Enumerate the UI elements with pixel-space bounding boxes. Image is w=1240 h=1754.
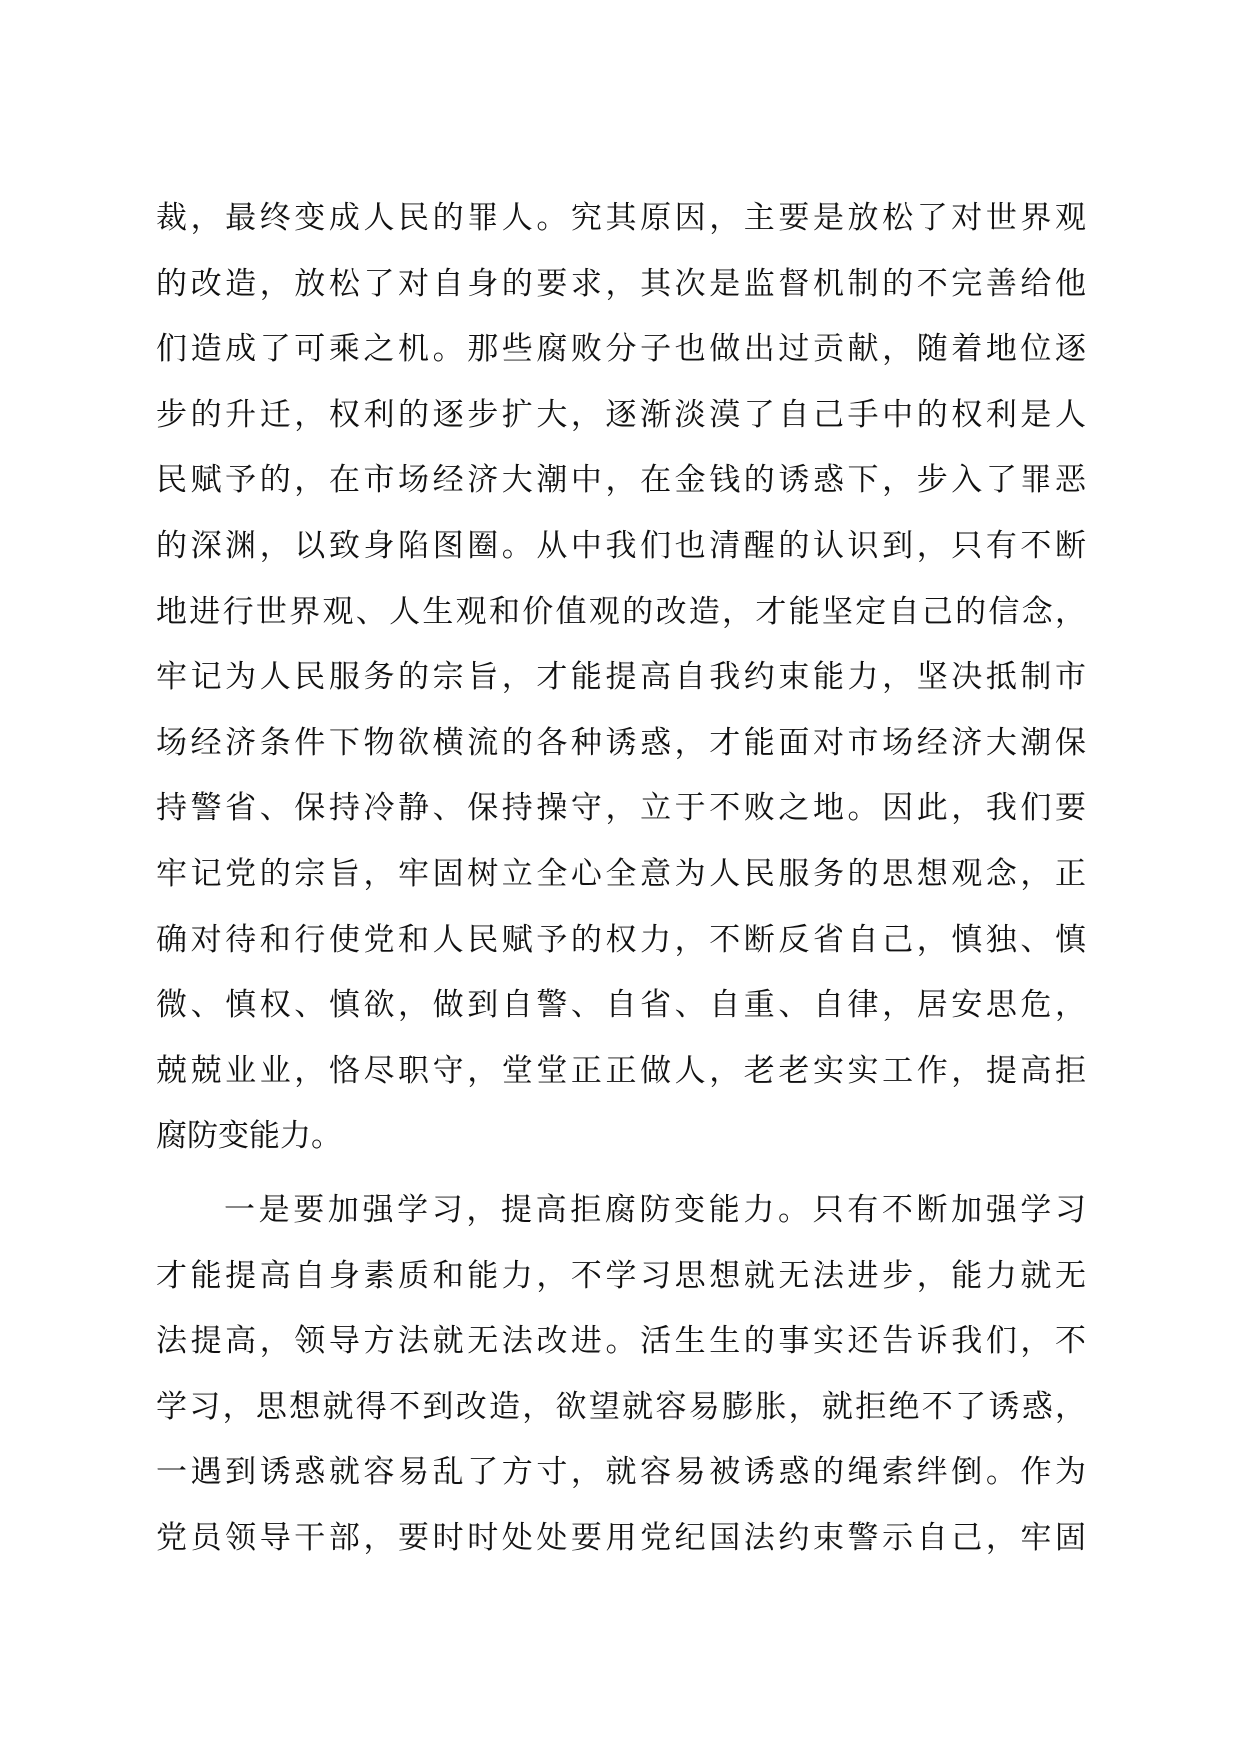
paragraph-1 <box>156 186 1086 1170</box>
text-line: 一遇到诱惑就容易乱了方寸，就容易被诱惑的绳索绊倒。作为 <box>156 1454 1086 1491</box>
text-line: 牢记为人民服务的宗旨，才能提高自我约束能力，坚决抵制市 <box>156 659 1086 696</box>
text-line: 一是要加强学习，提高拒腐防变能力。只有不断加强学习 <box>224 1191 1086 1228</box>
paragraph-gap <box>156 1170 1086 1178</box>
text-line: 持警省、保持冷静、保持操守，立于不败之地。因此，我们要 <box>156 790 1086 827</box>
text-line: 腐防变能力。 <box>156 1118 342 1155</box>
text-line: 们造成了可乘之机。那些腐败分子也做出过贡献，随着地位逐 <box>156 331 1086 368</box>
text-line: 才能提高自身素质和能力，不学习思想就无法进步，能力就无 <box>156 1257 1086 1294</box>
text-line: 确对待和行使党和人民赋予的权力，不断反省自己，慎独、慎 <box>156 921 1086 958</box>
text-line: 微、慎权、慎欲，做到自警、自省、自重、自律，居安思危， <box>156 987 1086 1024</box>
text-line: 场经济条件下物欲横流的各种诱惑，才能面对市场经济大潮保 <box>156 724 1086 761</box>
text-line: 牢记党的宗旨，牢固树立全心全意为人民服务的思想观念，正 <box>156 855 1086 892</box>
text-line: 步的升迁，权利的逐步扩大，逐渐淡漠了自己手中的权利是人 <box>156 396 1086 433</box>
text-line: 地进行世界观、人生观和价值观的改造，才能坚定自己的信念， <box>156 593 1086 630</box>
text-line: 法提高，领导方法就无法改进。活生生的事实还告诉我们，不 <box>156 1323 1086 1360</box>
text-line: 的深渊，以致身陷图圈。从中我们也清醒的认识到，只有不断 <box>156 527 1086 564</box>
paragraph-2 <box>156 1178 1086 1572</box>
text-line: 党员领导干部，要时时处处要用党纪国法约束警示自己，牢固 <box>156 1519 1086 1556</box>
text-line: 裁，最终变成人民的罪人。究其原因，主要是放松了对世界观 <box>156 200 1086 236</box>
text-line: 的改造，放松了对自身的要求，其次是监督机制的不完善给他 <box>156 265 1086 302</box>
text-line: 民赋予的，在市场经济大潮中，在金钱的诱惑下，步入了罪恶 <box>156 462 1086 499</box>
text-line: 兢兢业业，恪尽职守，堂堂正正做人，老老实实工作，提高拒 <box>156 1052 1086 1089</box>
text-line: 学习，思想就得不到改造，欲望就容易膨胀，就拒绝不了诱惑， <box>156 1388 1086 1425</box>
body-text <box>156 186 1086 1571</box>
